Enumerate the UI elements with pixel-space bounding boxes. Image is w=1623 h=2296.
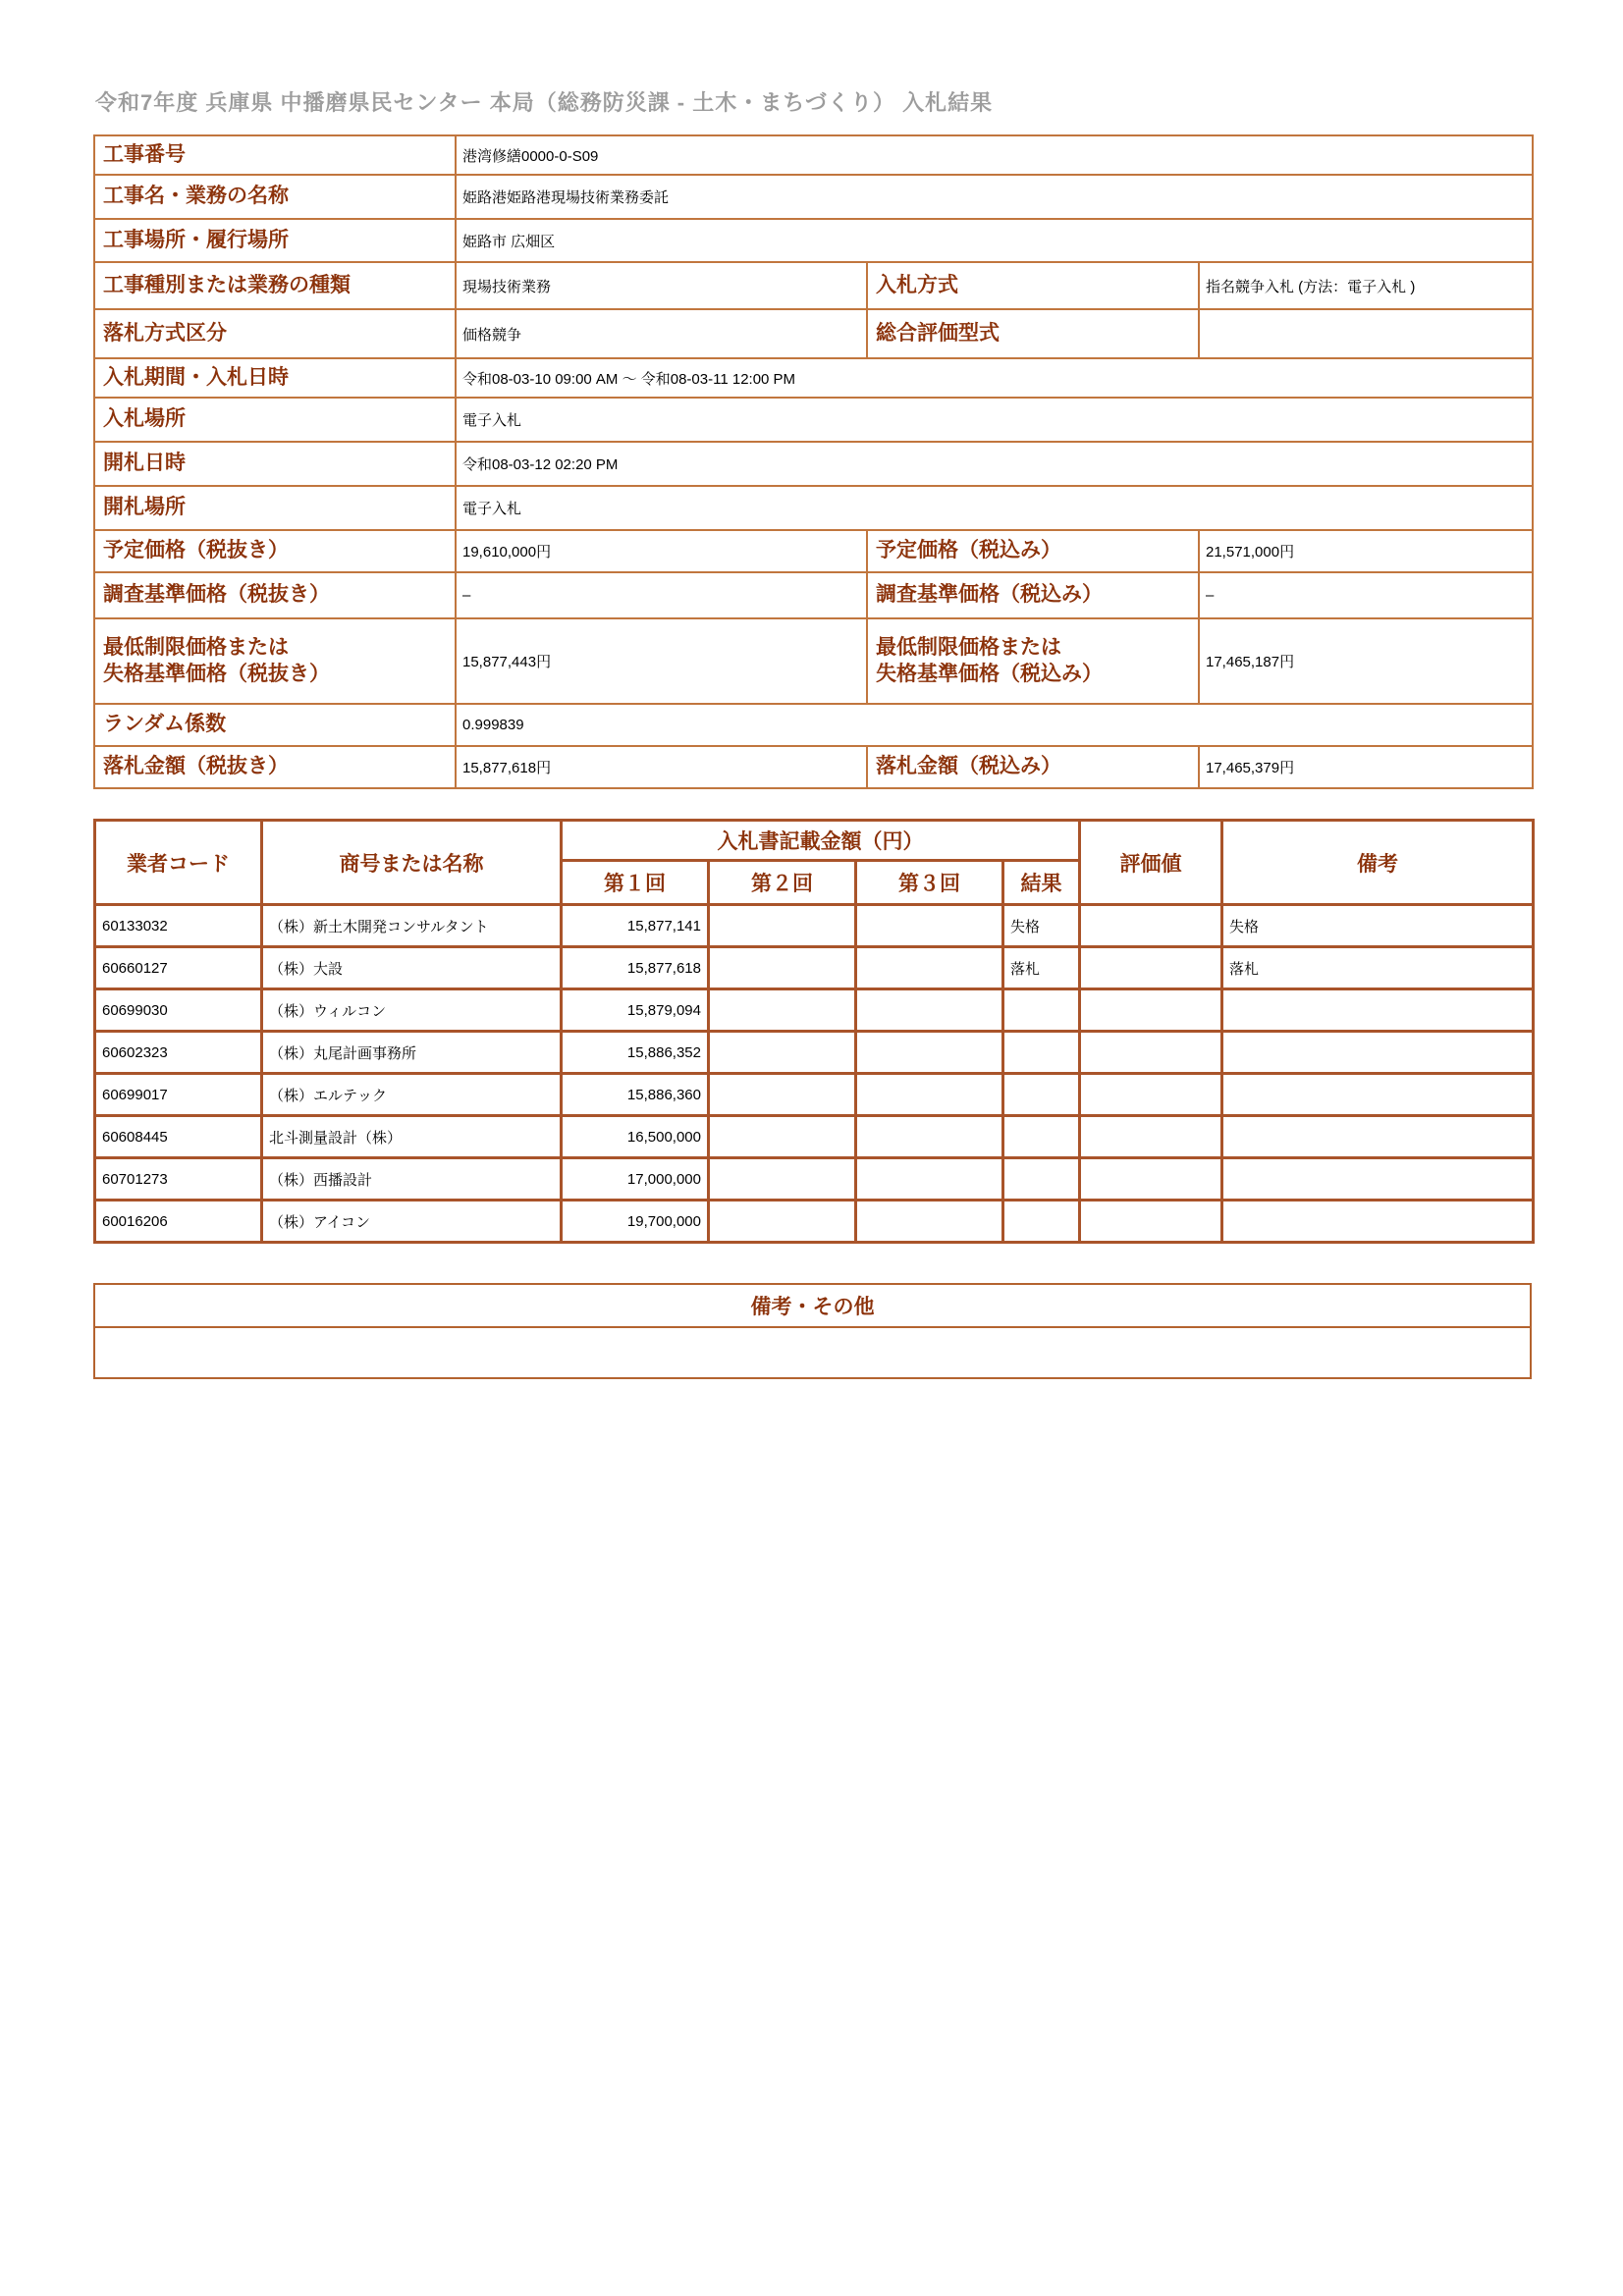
bid-round1: 15,886,360	[562, 1074, 709, 1116]
company-name: （株）丸尾計画事務所	[262, 1032, 562, 1074]
field-value: 17,465,379円	[1199, 746, 1533, 788]
bid-round3	[856, 1116, 1003, 1158]
field-label: 調査基準価格（税込み）	[867, 572, 1199, 618]
field-label: ランダム係数	[94, 704, 456, 746]
bid-remarks	[1222, 1074, 1534, 1116]
bid-row	[95, 1116, 1534, 1158]
vendor-code: 60701273	[95, 1158, 262, 1201]
company-name: （株）ウィルコン	[262, 989, 562, 1032]
bid-round2	[709, 1158, 856, 1201]
bid-row	[95, 1158, 1534, 1201]
field-label: 工事種別または業務の種類	[94, 262, 456, 309]
field-label: 落札金額（税込み）	[867, 746, 1199, 788]
bid-round2	[709, 947, 856, 989]
bid-result	[1003, 1032, 1080, 1074]
field-value: 15,877,443円	[456, 618, 867, 704]
field-value: 電子入札	[456, 486, 1533, 530]
field-value: –	[456, 572, 867, 618]
field-value	[1199, 309, 1533, 358]
company-name: （株）大設	[262, 947, 562, 989]
remarks-title: 備考・その他	[94, 1284, 1531, 1327]
bid-row	[95, 1201, 1534, 1243]
field-label: 入札期間・入札日時	[94, 358, 456, 398]
company-name: （株）エルテック	[262, 1074, 562, 1116]
table-row	[94, 309, 1533, 358]
company-name: （株）西播設計	[262, 1158, 562, 1201]
vendor-code: 60699017	[95, 1074, 262, 1116]
field-value: 指名競争入札 (方法：電子入札 )	[1199, 262, 1533, 309]
field-value: 姫路市 広畑区	[456, 219, 1533, 262]
field-label: 入札場所	[94, 398, 456, 442]
col-header-round1: 第１回	[562, 861, 709, 905]
evaluation-value	[1080, 1158, 1222, 1201]
bid-round3	[856, 1201, 1003, 1243]
evaluation-value	[1080, 1074, 1222, 1116]
bid-round1: 15,877,141	[562, 905, 709, 947]
field-label: 開札日時	[94, 442, 456, 486]
col-header-round3: 第３回	[856, 861, 1003, 905]
field-value: 現場技術業務	[456, 262, 867, 309]
bid-round3	[856, 1074, 1003, 1116]
company-name: 北斗測量設計（株）	[262, 1116, 562, 1158]
company-name: （株）アイコン	[262, 1201, 562, 1243]
table-row	[94, 572, 1533, 618]
bid-round1: 15,886,352	[562, 1032, 709, 1074]
remarks-content-row	[94, 1327, 1531, 1378]
field-label	[94, 618, 456, 704]
bid-row	[95, 905, 1534, 947]
field-value: 21,571,000円	[1199, 530, 1533, 572]
field-value: 電子入札	[456, 398, 1533, 442]
field-label: 調査基準価格（税抜き）	[94, 572, 456, 618]
bid-round1: 16,500,000	[562, 1116, 709, 1158]
bids-table	[93, 819, 1535, 1244]
field-value: 17,465,187円	[1199, 618, 1533, 704]
bid-remarks: 落札	[1222, 947, 1534, 989]
remarks-table	[93, 1283, 1532, 1379]
col-header-result: 結果	[1003, 861, 1080, 905]
col-header-bid-amount: 入札書記載金額（円）	[562, 821, 1080, 861]
bid-round2	[709, 1201, 856, 1243]
field-label: 工事場所・履行場所	[94, 219, 456, 262]
bid-round1: 19,700,000	[562, 1201, 709, 1243]
bids-header-row	[95, 821, 1534, 861]
bid-row	[95, 1032, 1534, 1074]
field-label: 工事名・業務の名称	[94, 175, 456, 219]
bid-row	[95, 1074, 1534, 1116]
field-label: 開札場所	[94, 486, 456, 530]
bid-remarks	[1222, 1032, 1534, 1074]
col-header-round2: 第２回	[709, 861, 856, 905]
bid-result: 失格	[1003, 905, 1080, 947]
table-row	[94, 175, 1533, 219]
bid-round2	[709, 905, 856, 947]
bid-round2	[709, 1116, 856, 1158]
bid-round3	[856, 947, 1003, 989]
field-label: 落札金額（税抜き）	[94, 746, 456, 788]
vendor-code: 60699030	[95, 989, 262, 1032]
field-label-line: 失格基準価格（税抜き）	[103, 662, 330, 685]
vendor-code: 60608445	[95, 1116, 262, 1158]
bid-round3	[856, 905, 1003, 947]
field-value: 19,610,000円	[456, 530, 867, 572]
table-row	[94, 530, 1533, 572]
field-label: 予定価格（税込み）	[867, 530, 1199, 572]
table-row	[94, 358, 1533, 398]
bid-round3	[856, 989, 1003, 1032]
bid-result	[1003, 1074, 1080, 1116]
table-row	[94, 262, 1533, 309]
bid-row	[95, 989, 1534, 1032]
table-row	[94, 135, 1533, 175]
bid-result-page	[93, 86, 1532, 1379]
bid-round3	[856, 1032, 1003, 1074]
field-value: 15,877,618円	[456, 746, 867, 788]
bid-remarks	[1222, 989, 1534, 1032]
bid-round1: 15,879,094	[562, 989, 709, 1032]
field-label-line: 最低制限価格または	[103, 636, 289, 660]
evaluation-value	[1080, 905, 1222, 947]
bid-round1: 17,000,000	[562, 1158, 709, 1201]
field-value: –	[1199, 572, 1533, 618]
field-value: 価格競争	[456, 309, 867, 358]
field-label-line: 最低制限価格または	[876, 636, 1061, 660]
bid-round2	[709, 1074, 856, 1116]
field-label: 予定価格（税抜き）	[94, 530, 456, 572]
vendor-code: 60660127	[95, 947, 262, 989]
evaluation-value	[1080, 1116, 1222, 1158]
evaluation-value	[1080, 1032, 1222, 1074]
field-value: 港湾修繕0000-0-S09	[456, 135, 1533, 175]
remarks-header-row	[94, 1284, 1531, 1327]
bid-round2	[709, 1032, 856, 1074]
table-row	[94, 618, 1533, 704]
col-header-remarks: 備考	[1222, 821, 1534, 905]
field-label-line: 失格基準価格（税込み）	[876, 662, 1103, 685]
field-label: 落札方式区分	[94, 309, 456, 358]
vendor-code: 60016206	[95, 1201, 262, 1243]
field-value: 0.999839	[456, 704, 1533, 746]
field-value: 姫路港姫路港現場技術業務委託	[456, 175, 1533, 219]
field-label: 入札方式	[867, 262, 1199, 309]
field-value: 令和08-03-12 02:20 PM	[456, 442, 1533, 486]
evaluation-value	[1080, 989, 1222, 1032]
bid-remarks	[1222, 1201, 1534, 1243]
bid-result	[1003, 1158, 1080, 1201]
table-row	[94, 746, 1533, 788]
field-label: 総合評価型式	[867, 309, 1199, 358]
details-table	[93, 134, 1534, 789]
bid-row	[95, 947, 1534, 989]
bid-result: 落札	[1003, 947, 1080, 989]
table-row	[94, 486, 1533, 530]
col-header-vendor-code: 業者コード	[95, 821, 262, 905]
table-row	[94, 442, 1533, 486]
col-header-company: 商号または名称	[262, 821, 562, 905]
page-title: 令和7年度 兵庫県 中播磨県民センター 本局（総務防災課 - 土木・まちづくり） 入札結果	[95, 90, 994, 115]
bid-round2	[709, 989, 856, 1032]
field-value: 令和08-03-10 09:00 AM ～ 令和08-03-11 12:00 PM	[456, 358, 1533, 398]
bid-remarks	[1222, 1116, 1534, 1158]
table-row	[94, 704, 1533, 746]
table-row	[94, 219, 1533, 262]
bid-round1: 15,877,618	[562, 947, 709, 989]
bid-result	[1003, 1201, 1080, 1243]
bid-round3	[856, 1158, 1003, 1201]
vendor-code: 60133032	[95, 905, 262, 947]
table-row	[94, 398, 1533, 442]
vendor-code: 60602323	[95, 1032, 262, 1074]
evaluation-value	[1080, 1201, 1222, 1243]
bid-result	[1003, 989, 1080, 1032]
evaluation-value	[1080, 947, 1222, 989]
field-label	[867, 618, 1199, 704]
field-label: 工事番号	[94, 135, 456, 175]
company-name: （株）新土木開発コンサルタント	[262, 905, 562, 947]
col-header-evaluation: 評価値	[1080, 821, 1222, 905]
bid-remarks: 失格	[1222, 905, 1534, 947]
bid-remarks	[1222, 1158, 1534, 1201]
bid-result	[1003, 1116, 1080, 1158]
remarks-content	[94, 1327, 1531, 1378]
